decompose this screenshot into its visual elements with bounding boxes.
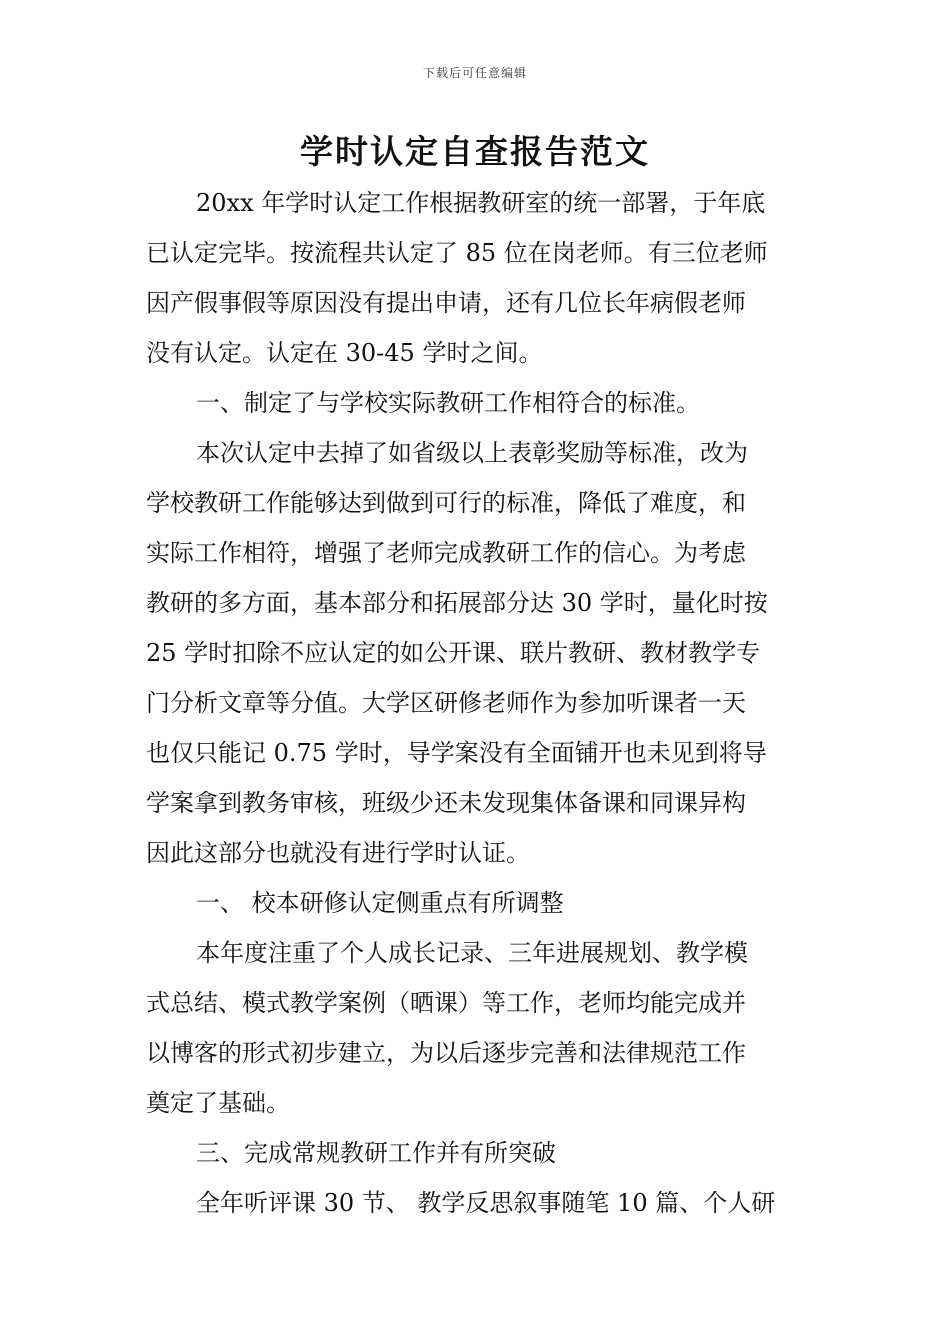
text-line: 也仅只能记 0.75 学时，导学案没有全面铺开也未见到将导 xyxy=(146,739,767,767)
text-line: 学校教研工作能够达到做到可行的标准，降低了难度，和 xyxy=(146,489,746,517)
text-line: 实际工作相符，增强了老师完成教研工作的信心。为考虑 xyxy=(146,539,746,567)
text-line: 本次认定中去掉了如省级以上表彰奖励等标准，改为 xyxy=(196,439,748,467)
text-line: 因产假事假等原因没有提出申请，还有几位长年病假老师 xyxy=(146,289,746,317)
page-header-note: 下载后可任意编辑 xyxy=(422,66,527,80)
text-line: 门分析文章等分值。大学区研修老师作为参加听课者一天 xyxy=(146,689,746,717)
document-title: 学时认定自查报告范文 xyxy=(300,132,650,171)
text-line: 一、制定了与学校实际教研工作相符合的标准。 xyxy=(196,389,700,417)
text-line: 因此这部分也就没有进行学时认证。 xyxy=(146,839,530,867)
text-line: 全年听评课 30 节、 教学反思叙事随笔 10 篇、个人研 xyxy=(196,1189,776,1217)
text-line: 以博客的形式初步建立，为以后逐步完善和法律规范工作 xyxy=(146,1039,746,1067)
text-line: 已认定完毕。按流程共认定了 85 位在岗老师。有三位老师 xyxy=(146,239,768,267)
text-line: 学案拿到教务审核，班级少还未发现集体备课和同课异构 xyxy=(146,789,746,817)
text-line: 奠定了基础。 xyxy=(146,1089,290,1117)
text-line: 本年度注重了个人成长记录、三年进展规划、教学模 xyxy=(196,939,748,967)
text-line: 没有认定。认定在 30-45 学时之间。 xyxy=(146,339,543,367)
text-line: 式总结、模式教学案例（晒课）等工作，老师均能完成并 xyxy=(146,989,746,1017)
text-line: 25 学时扣除不应认定的如公开课、联片教研、教材教学专 xyxy=(146,639,761,667)
text-line: 三、完成常规教研工作并有所突破 xyxy=(196,1139,556,1167)
text-line: 一、 校本研修认定侧重点有所调整 xyxy=(196,889,564,917)
text-line: 20xx 年学时认定工作根据教研室的统一部署，于年底 xyxy=(196,189,766,217)
text-line: 教研的多方面，基本部分和拓展部分达 30 学时，量化时按 xyxy=(146,589,768,617)
document-body xyxy=(146,178,808,1228)
